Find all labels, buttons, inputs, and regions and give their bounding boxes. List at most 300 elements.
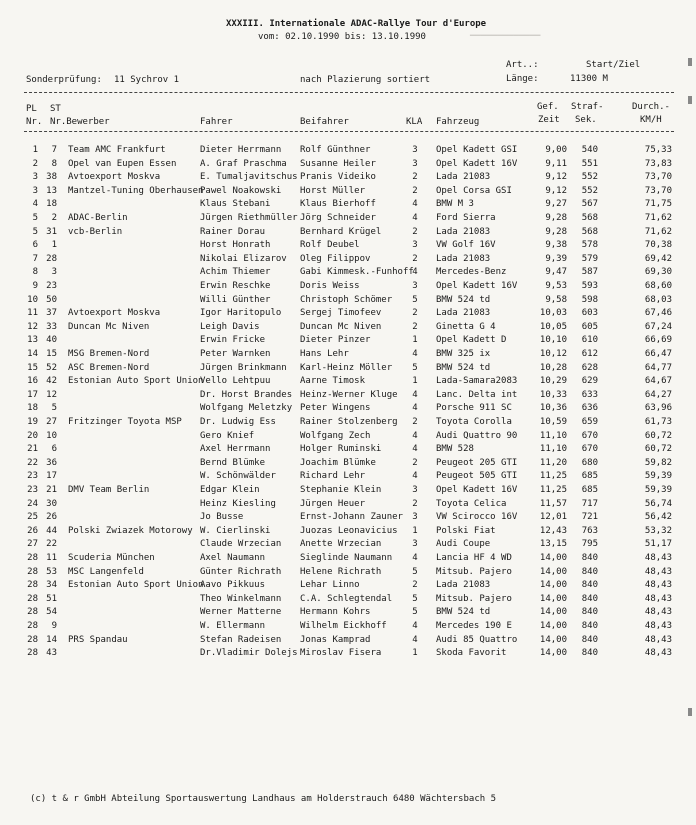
- cell-st: 53: [46, 566, 57, 577]
- cell-beifahrer: Dieter Pinzer: [300, 335, 371, 346]
- cell-fahrzeug: Lada 21083: [436, 308, 491, 319]
- cell-pl: 24: [27, 498, 38, 509]
- cell-st: 7: [51, 145, 57, 155]
- cell-sek: 552: [581, 172, 598, 183]
- table-row: [0, 580, 696, 594]
- cell-fahrer: Dr. Ludwig Ess: [200, 417, 276, 427]
- cell-st: 34: [46, 580, 57, 591]
- table-row: [0, 512, 696, 526]
- cell-zeit: 9,00: [545, 145, 567, 155]
- cell-pl: 22: [27, 457, 38, 468]
- cell-kmh: 75,33: [644, 145, 672, 155]
- cell-fahrer: Theo Winkelmann: [200, 593, 282, 604]
- table-row: [0, 607, 696, 621]
- cell-fahrzeug: Peugeot 505 GTI: [436, 471, 518, 482]
- cell-sek: 568: [581, 213, 598, 223]
- cell-kmh: 73,70: [644, 185, 672, 196]
- cell-sek: 587: [581, 267, 598, 278]
- cell-pl: 21: [27, 444, 38, 455]
- cell-kmh: 56,42: [644, 512, 672, 523]
- cell-kmh: 60,72: [644, 444, 672, 455]
- cell-beifahrer: Richard Lehr: [300, 471, 366, 482]
- cell-sek: 610: [581, 335, 598, 346]
- cell-pl: 13: [27, 335, 38, 346]
- cell-kla: 4: [412, 213, 418, 223]
- cell-beifahrer: Lehar Linno: [300, 580, 360, 591]
- table-row: [0, 526, 696, 540]
- cell-zeit: 11,20: [539, 457, 567, 468]
- cell-kmh: 51,17: [644, 539, 672, 550]
- cell-fahrzeug: Polski Fiat: [436, 525, 496, 536]
- cell-zeit: 10,03: [539, 308, 567, 319]
- cell-fahrzeug: Mitsub. Pajero: [436, 566, 512, 577]
- cell-fahrer: Erwin Reschke: [200, 281, 271, 291]
- table-row: [0, 539, 696, 553]
- cell-sek: 680: [581, 457, 598, 468]
- cell-st: 50: [46, 294, 57, 305]
- cell-kmh: 73,83: [644, 158, 672, 169]
- cell-pl: 5: [32, 213, 38, 223]
- cell-fahrer: Vello Lehtpuu: [200, 376, 271, 387]
- table-row: [0, 567, 696, 581]
- cell-beifahrer: Stephanie Klein: [300, 485, 382, 495]
- cell-fahrzeug: Audi Coupe: [436, 539, 491, 550]
- cell-kmh: 53,32: [644, 525, 672, 536]
- cell-kla: 2: [412, 308, 418, 319]
- rally-title: XXXIII. Internationale ADAC-Rallye Tour d'Europe: [226, 19, 487, 29]
- cell-pl: 16: [27, 376, 38, 387]
- bleed-through-mark: ▔▔▔▔▔▔▔▔▔▔▔▔▔: [470, 36, 541, 46]
- table-row: [0, 390, 696, 404]
- cell-beifahrer: Wilhelm Eickhoff: [300, 621, 387, 631]
- cell-fahrzeug: Opel Kadett 16V: [436, 281, 518, 291]
- cell-pl: 3: [32, 185, 38, 196]
- cell-fahrer: Aavo Pikkuus: [200, 580, 266, 591]
- col-zeit: Zeit: [538, 115, 560, 125]
- cell-pl: 4: [32, 199, 38, 210]
- cell-beifahrer: Joachim Blümke: [300, 457, 376, 468]
- cell-bewerber: Team AMC Frankfurt: [68, 145, 166, 155]
- table-row: [0, 159, 696, 173]
- col-bewerber: Nr.Bewerber: [50, 117, 110, 127]
- table-row: [0, 281, 696, 295]
- cell-fahrzeug: Ford Sierra: [436, 213, 496, 223]
- cell-sek: 593: [581, 281, 598, 291]
- cell-pl: 8: [32, 267, 38, 278]
- col-kla: KLA: [406, 117, 423, 127]
- cell-beifahrer: Anette Wrzecian: [300, 539, 382, 550]
- cell-fahrzeug: BMW 524 td: [436, 362, 491, 373]
- cell-kla: 2: [412, 498, 418, 509]
- cell-st: 33: [46, 321, 57, 332]
- cell-zeit: 9,58: [545, 294, 567, 305]
- cell-fahrer: Peter Warnken: [200, 349, 271, 359]
- cell-sek: 552: [581, 185, 598, 196]
- table-row: [0, 417, 696, 431]
- cell-beifahrer: Jürgen Heuer: [300, 498, 366, 509]
- cell-kmh: 70,38: [644, 240, 672, 251]
- table-row: [0, 186, 696, 200]
- cell-beifahrer: Duncan Mc Niven: [300, 321, 382, 332]
- cell-kla: 2: [412, 253, 418, 264]
- cell-kla: 2: [412, 457, 418, 468]
- col-st: ST: [50, 104, 61, 114]
- cell-st: 2: [51, 213, 57, 223]
- table-row: [0, 240, 696, 254]
- cell-kla: 2: [412, 417, 418, 427]
- cell-fahrzeug: Mercedes-Benz: [436, 267, 507, 278]
- cell-zeit: 10,12: [539, 349, 567, 359]
- table-row: [0, 308, 696, 322]
- cell-fahrer: Nikolai Elizarov: [200, 253, 287, 264]
- cell-kla: 5: [412, 607, 418, 618]
- cell-pl: 28: [27, 607, 38, 618]
- cell-fahrer: Pawel Noakowski: [200, 185, 282, 196]
- cell-sek: 603: [581, 308, 598, 319]
- cell-pl: 6: [32, 240, 38, 251]
- cell-kmh: 67,24: [644, 321, 672, 332]
- cell-beifahrer: Christoph Schömer: [300, 294, 393, 305]
- cell-fahrer: W. Schönwälder: [200, 471, 276, 482]
- cell-zeit: 9,47: [545, 267, 567, 278]
- footer-imprint: (c) t & r GmbH Abteilung Sportauswertung Landhaus am Holderstrauch 6480 Wächtersbach 5: [30, 794, 496, 804]
- header-rule-bottom: [24, 131, 674, 132]
- table-row: [0, 213, 696, 227]
- cell-beifahrer: Peter Wingens: [300, 403, 371, 414]
- cell-pl: 10: [27, 294, 38, 305]
- cell-st: 28: [46, 253, 57, 264]
- cell-fahrer: Jürgen Brinkmann: [200, 362, 287, 373]
- cell-kla: 1: [412, 376, 418, 387]
- cell-bewerber: Opel van Eupen Essen: [68, 158, 177, 169]
- col-straf: Straf-: [571, 102, 604, 112]
- cell-fahrer: Edgar Klein: [200, 485, 260, 495]
- cell-sek: 840: [581, 607, 598, 618]
- cell-fahrzeug: Ginetta G 4: [436, 321, 496, 332]
- cell-st: 3: [51, 267, 57, 278]
- cell-zeit: 11,10: [539, 444, 567, 455]
- header-rule-top: [24, 92, 674, 93]
- cell-fahrzeug: BMW 524 td: [436, 294, 491, 305]
- cell-zeit: 10,28: [539, 362, 567, 373]
- cell-pl: 18: [27, 403, 38, 414]
- cell-st: 52: [46, 362, 57, 373]
- cell-beifahrer: Bernhard Krügel: [300, 226, 382, 237]
- cell-sek: 840: [581, 566, 598, 577]
- cell-sek: 568: [581, 226, 598, 237]
- cell-st: 36: [46, 457, 57, 468]
- cell-beifahrer: Holger Ruminski: [300, 444, 382, 455]
- cell-st: 27: [46, 417, 57, 427]
- cell-zeit: 11,10: [539, 430, 567, 441]
- sonderpruefung-label: Sonderprüfung:: [26, 75, 102, 85]
- cell-pl: 17: [27, 389, 38, 400]
- cell-fahrzeug: VW Golf 16V: [436, 240, 496, 251]
- cell-st: 54: [46, 607, 57, 618]
- cell-sek: 629: [581, 376, 598, 387]
- table-row: [0, 145, 696, 159]
- cell-pl: 12: [27, 321, 38, 332]
- cell-fahrzeug: VW Scirocco 16V: [436, 512, 518, 523]
- cell-sek: 840: [581, 648, 598, 659]
- cell-pl: 20: [27, 430, 38, 441]
- cell-kmh: 63,96: [644, 403, 672, 414]
- cell-fahrer: Axel Herrmann: [200, 444, 271, 455]
- cell-kla: 3: [412, 485, 418, 495]
- cell-beifahrer: Oleg Filippov: [300, 253, 371, 264]
- table-row: [0, 499, 696, 513]
- table-row: [0, 635, 696, 649]
- margin-mark: [688, 58, 692, 66]
- cell-kla: 3: [412, 512, 418, 523]
- cell-fahrer: Claude Wrzecian: [200, 539, 282, 550]
- cell-pl: 9: [32, 281, 38, 291]
- cell-pl: 5: [32, 226, 38, 237]
- cell-kmh: 64,67: [644, 376, 672, 387]
- table-row: [0, 458, 696, 472]
- cell-sek: 840: [581, 580, 598, 591]
- cell-zeit: 12,43: [539, 525, 567, 536]
- cell-st: 14: [46, 634, 57, 645]
- cell-sek: 612: [581, 349, 598, 359]
- cell-st: 38: [46, 172, 57, 183]
- cell-kmh: 61,73: [644, 417, 672, 427]
- cell-kla: 2: [412, 226, 418, 237]
- cell-kmh: 48,43: [644, 593, 672, 604]
- cell-kla: 1: [412, 648, 418, 659]
- cell-fahrer: Horst Honrath: [200, 240, 271, 251]
- cell-pl: 28: [27, 566, 38, 577]
- cell-kmh: 66,47: [644, 349, 672, 359]
- cell-st: 31: [46, 226, 57, 237]
- cell-fahrzeug: Lada 21083: [436, 253, 491, 264]
- cell-beifahrer: Doris Weiss: [300, 281, 360, 291]
- col-gef: Gef.: [537, 102, 559, 112]
- table-row: [0, 227, 696, 241]
- cell-bewerber: Fritzinger Toyota MSP: [68, 417, 182, 427]
- cell-st: 5: [51, 403, 57, 414]
- cell-kmh: 48,43: [644, 621, 672, 631]
- cell-zeit: 10,05: [539, 321, 567, 332]
- cell-zeit: 11,25: [539, 471, 567, 482]
- table-row: [0, 172, 696, 186]
- table-row: [0, 349, 696, 363]
- cell-beifahrer: Jonas Kamprad: [300, 634, 371, 645]
- cell-kla: 2: [412, 580, 418, 591]
- cell-zeit: 11,25: [539, 485, 567, 495]
- cell-sek: 578: [581, 240, 598, 251]
- cell-beifahrer: Hermann Kohrs: [300, 607, 371, 618]
- cell-fahrer: Werner Matterne: [200, 607, 282, 618]
- cell-st: 6: [51, 444, 57, 455]
- cell-sek: 567: [581, 199, 598, 210]
- rally-dates: vom: 02.10.1990 bis: 13.10.1990: [258, 32, 426, 42]
- cell-beifahrer: Juozas Leonavicius: [300, 525, 398, 536]
- cell-pl: 25: [27, 512, 38, 523]
- cell-beifahrer: Pranis Videiko: [300, 172, 376, 183]
- cell-zeit: 9,12: [545, 185, 567, 196]
- cell-kla: 4: [412, 403, 418, 414]
- laenge-value: 11300 M: [570, 74, 608, 84]
- cell-kmh: 59,39: [644, 471, 672, 482]
- cell-beifahrer: Jörg Schneider: [300, 213, 376, 223]
- cell-fahrzeug: Opel Kadett GSI: [436, 145, 518, 155]
- cell-kmh: 48,43: [644, 634, 672, 645]
- col-nr: Nr.: [26, 117, 43, 127]
- cell-st: 8: [51, 158, 57, 169]
- cell-fahrer: E. Tumaljavitschus: [200, 172, 298, 183]
- cell-zeit: 9,53: [545, 281, 567, 291]
- cell-pl: 28: [27, 553, 38, 563]
- cell-sek: 605: [581, 321, 598, 332]
- cell-kla: 3: [412, 158, 418, 169]
- cell-fahrer: Achim Thiemer: [200, 267, 271, 278]
- col-kmh: KM/H: [640, 115, 662, 125]
- cell-zeit: 9,38: [545, 240, 567, 251]
- cell-kla: 4: [412, 199, 418, 210]
- cell-fahrzeug: Audi 85 Quattro: [436, 634, 518, 645]
- cell-beifahrer: Susanne Heiler: [300, 158, 376, 169]
- cell-sek: 717: [581, 498, 598, 509]
- cell-fahrer: Jo Busse: [200, 512, 244, 523]
- cell-kla: 1: [412, 335, 418, 346]
- cell-beifahrer: Hans Lehr: [300, 349, 349, 359]
- cell-fahrzeug: BMW M 3: [436, 199, 474, 210]
- cell-st: 21: [46, 485, 57, 495]
- cell-fahrer: Dr. Horst Brandes: [200, 389, 293, 400]
- cell-fahrer: Rainer Dorau: [200, 226, 266, 237]
- cell-kla: 5: [412, 362, 418, 373]
- cell-fahrzeug: Lada 21083: [436, 226, 491, 237]
- cell-kla: 2: [412, 185, 418, 196]
- cell-kmh: 71,75: [644, 199, 672, 210]
- cell-beifahrer: Gabi Kimmesk.-Funhoff: [300, 267, 414, 278]
- cell-pl: 2: [32, 158, 38, 169]
- cell-st: 10: [46, 430, 57, 441]
- cell-kla: 5: [412, 593, 418, 604]
- cell-pl: 27: [27, 539, 38, 550]
- cell-beifahrer: Heinz-Werner Kluge: [300, 389, 398, 400]
- cell-zeit: 14,00: [539, 580, 567, 591]
- cell-beifahrer: Ernst-Johann Zauner: [300, 512, 403, 523]
- cell-bewerber: Avtoexport Moskva: [68, 172, 161, 183]
- cell-st: 1: [51, 240, 57, 251]
- cell-beifahrer: Rainer Stolzenberg: [300, 417, 398, 427]
- cell-sek: 721: [581, 512, 598, 523]
- table-row: [0, 322, 696, 336]
- cell-st: 30: [46, 498, 57, 509]
- cell-sek: 579: [581, 253, 598, 264]
- cell-fahrzeug: Toyota Corolla: [436, 417, 512, 427]
- cell-beifahrer: Miroslav Fisera: [300, 648, 382, 659]
- cell-kmh: 68,60: [644, 281, 672, 291]
- cell-pl: 28: [27, 580, 38, 591]
- cell-st: 17: [46, 471, 57, 482]
- cell-fahrzeug: Lada 21083: [436, 580, 491, 591]
- cell-fahrzeug: Opel Kadett 16V: [436, 158, 518, 169]
- cell-zeit: 14,00: [539, 607, 567, 618]
- cell-kmh: 64,27: [644, 389, 672, 400]
- cell-fahrer: A. Graf Praschma: [200, 158, 287, 169]
- cell-fahrer: Igor Haritopulo: [200, 308, 282, 319]
- cell-st: 18: [46, 199, 57, 210]
- cell-kmh: 73,70: [644, 172, 672, 183]
- cell-st: 12: [46, 389, 57, 400]
- cell-zeit: 14,00: [539, 566, 567, 577]
- cell-fahrer: Wolfgang Meletzky: [200, 403, 293, 414]
- cell-zeit: 10,29: [539, 376, 567, 387]
- cell-beifahrer: C.A. Schlegtendal: [300, 593, 393, 604]
- cell-st: 44: [46, 525, 57, 536]
- margin-mark: [688, 708, 692, 716]
- cell-st: 26: [46, 512, 57, 523]
- cell-pl: 19: [27, 417, 38, 427]
- cell-kmh: 66,69: [644, 335, 672, 346]
- cell-sek: 551: [581, 158, 598, 169]
- cell-pl: 7: [32, 253, 38, 264]
- col-durch: Durch.-: [632, 102, 670, 112]
- cell-zeit: 10,33: [539, 389, 567, 400]
- cell-fahrer: Günter Richrath: [200, 566, 282, 577]
- cell-kla: 4: [412, 553, 418, 563]
- cell-pl: 28: [27, 634, 38, 645]
- cell-fahrzeug: Lada-Samara2083: [436, 376, 518, 387]
- cell-kmh: 56,74: [644, 498, 672, 509]
- cell-fahrzeug: Lancia HF 4 WD: [436, 553, 512, 563]
- table-row: [0, 376, 696, 390]
- cell-pl: 23: [27, 471, 38, 482]
- margin-mark: [688, 96, 692, 104]
- cell-kmh: 59,39: [644, 485, 672, 495]
- cell-fahrzeug: Toyota Celica: [436, 498, 507, 509]
- cell-zeit: 12,01: [539, 512, 567, 523]
- cell-zeit: 11,57: [539, 498, 567, 509]
- cell-pl: 28: [27, 593, 38, 604]
- cell-zeit: 9,11: [545, 158, 567, 169]
- cell-bewerber: vcb-Berlin: [68, 226, 123, 237]
- cell-fahrer: W. Cierlinski: [200, 525, 271, 536]
- cell-fahrzeug: Opel Kadett 16V: [436, 485, 518, 495]
- cell-kmh: 48,43: [644, 580, 672, 591]
- cell-bewerber: MSC Langenfeld: [68, 566, 144, 577]
- table-row: [0, 594, 696, 608]
- cell-beifahrer: Klaus Bierhoff: [300, 199, 376, 210]
- cell-kmh: 60,72: [644, 430, 672, 441]
- cell-beifahrer: Horst Müller: [300, 185, 366, 196]
- cell-zeit: 13,15: [539, 539, 567, 550]
- cell-st: 9: [51, 621, 57, 631]
- cell-sek: 685: [581, 471, 598, 482]
- cell-sek: 633: [581, 389, 598, 400]
- cell-beifahrer: Rolf Günthner: [300, 145, 371, 155]
- cell-pl: 28: [27, 621, 38, 631]
- cell-beifahrer: Helene Richrath: [300, 566, 382, 577]
- table-row: [0, 485, 696, 499]
- cell-sek: 628: [581, 362, 598, 373]
- sort-note: nach Plazierung sortiert: [300, 75, 431, 85]
- cell-sek: 670: [581, 430, 598, 441]
- cell-kla: 5: [412, 566, 418, 577]
- cell-st: 43: [46, 648, 57, 659]
- cell-kmh: 71,62: [644, 213, 672, 223]
- cell-st: 51: [46, 593, 57, 604]
- table-row: [0, 444, 696, 458]
- col-beifahrer: Beifahrer: [300, 117, 349, 127]
- cell-bewerber: Duncan Mc Niven: [68, 321, 150, 332]
- cell-fahrer: Gero Knief: [200, 430, 255, 441]
- cell-pl: 15: [27, 362, 38, 373]
- cell-sek: 840: [581, 634, 598, 645]
